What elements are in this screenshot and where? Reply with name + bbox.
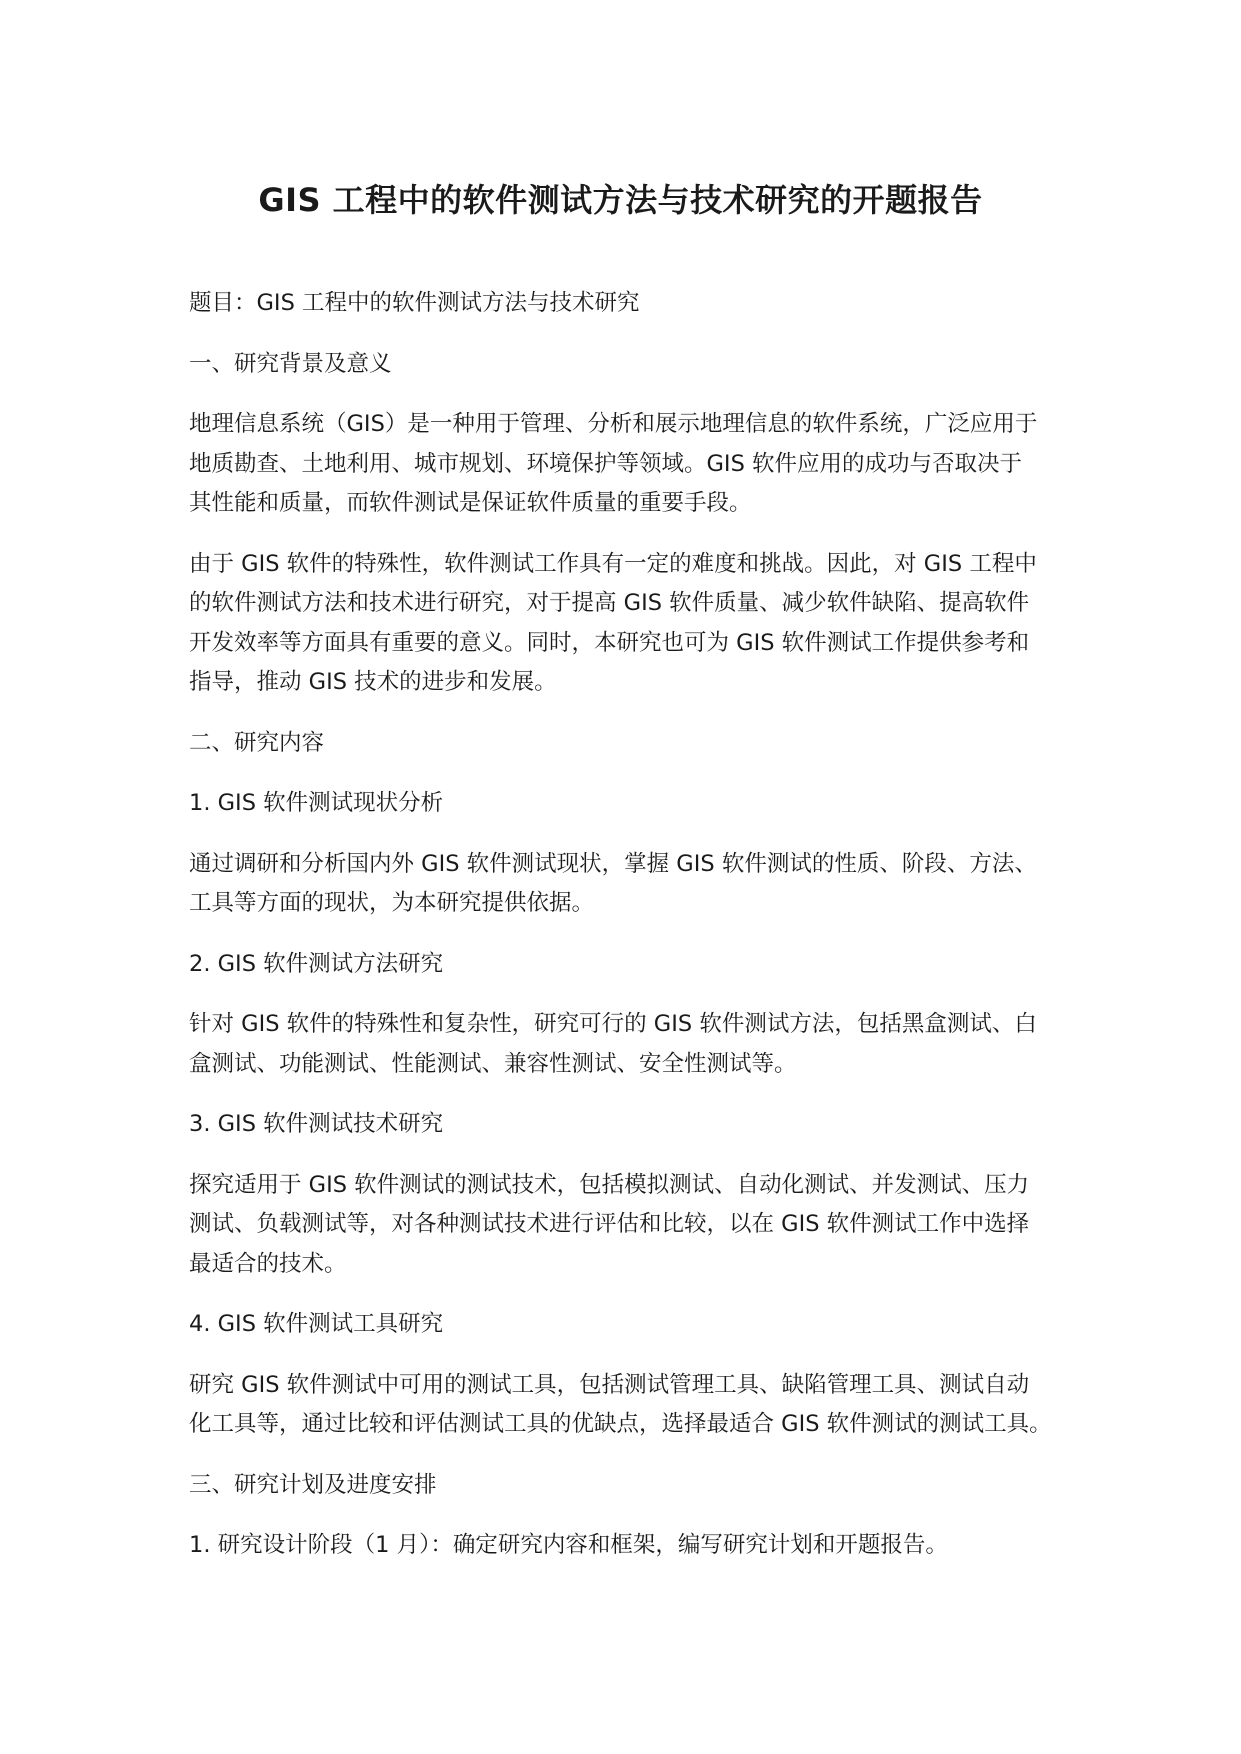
text-line: 测试、负载测试等，对各种测试技术进行评估和比较，以在 GIS 软件测试工作中选择 [189,1211,1030,1237]
text-line: 通过调研和分析国内外 GIS 软件测试现状，掌握 GIS 软件测试的性质、阶段、方法、 [189,850,1037,877]
text-line: 题目：GIS 工程中的软件测试方法与技术研究 [189,290,640,316]
text-line: 2. GIS 软件测试方法研究 [189,950,444,977]
heading-or-line [189,945,1089,985]
text-line: 指导，推动 GIS 技术的进步和发展。 [189,669,557,695]
heading-or-line [189,724,1089,764]
text-line: 开发效率等方面具有重要的意义。同时，本研究也可为 GIS 软件测试工作提供参考和 [189,629,1030,656]
text-line: 3. GIS 软件测试技术研究 [189,1111,444,1137]
text-line: 三、研究计划及进度安排 [189,1471,437,1498]
heading-or-line [189,784,1089,824]
text-line: 1. GIS 软件测试现状分析 [189,790,444,816]
text-line: 的软件测试方法和技术进行研究，对于提高 GIS 软件质量、减少软件缺陷、提高软件 [189,590,1030,616]
paragraph [189,1166,1089,1285]
document-body [189,284,1089,1587]
paragraph [189,545,1089,703]
paragraph [189,845,1089,924]
heading-or-line [189,284,1089,324]
text-line: 探究适用于 GIS 软件测试的测试技术，包括模拟测试、自动化测试、并发测试、压力 [189,1171,1030,1198]
text-line: 其性能和质量，而软件测试是保证软件质量的重要手段。 [189,490,752,516]
text-line: 研究 GIS 软件测试中可用的测试工具，包括测试管理工具、缺陷管理工具、测试自动 [189,1371,1030,1398]
heading-or-line [189,1526,1089,1566]
document-title: GIS 工程中的软件测试方法与技术研究的开题报告 [258,181,983,219]
text-line: 二、研究内容 [189,729,325,756]
text-line: 由于 GIS 软件的特殊性，软件测试工作具有一定的难度和挑战。因此，对 GIS 工程中 [189,550,1037,577]
heading-or-line [189,1105,1089,1145]
text-line: 4. GIS 软件测试工具研究 [189,1311,444,1337]
text-line: 化工具等，通过比较和评估测试工具的优缺点，选择最适合 GIS 软件测试的测试工具。 [189,1411,1052,1437]
paragraph [189,405,1089,524]
text-line: 地质勘查、土地利用、城市规划、环境保护等领域。GIS 软件应用的成功与否取决于 [189,450,1023,477]
text-line: 针对 GIS 软件的特殊性和复杂性，研究可行的 GIS 软件测试方法，包括黑盒测试、白 [189,1011,1037,1037]
text-line: 工具等方面的现状，为本研究提供依据。 [189,890,595,916]
paragraph [189,1005,1089,1084]
paragraph [189,1366,1089,1445]
heading-or-line [189,345,1089,385]
text-line: 盒测试、功能测试、性能测试、兼容性测试、安全性测试等。 [189,1050,797,1077]
text-line: 最适合的技术。 [189,1250,347,1277]
heading-or-line [189,1305,1089,1345]
heading-or-line [189,1466,1089,1506]
text-line: 1. 研究设计阶段（1 月）：确定研究内容和框架，编写研究计划和开题报告。 [189,1532,948,1558]
text-line: 地理信息系统（GIS）是一种用于管理、分析和展示地理信息的软件系统，广泛应用于 [189,411,1038,437]
text-line: 一、研究背景及意义 [189,350,392,377]
